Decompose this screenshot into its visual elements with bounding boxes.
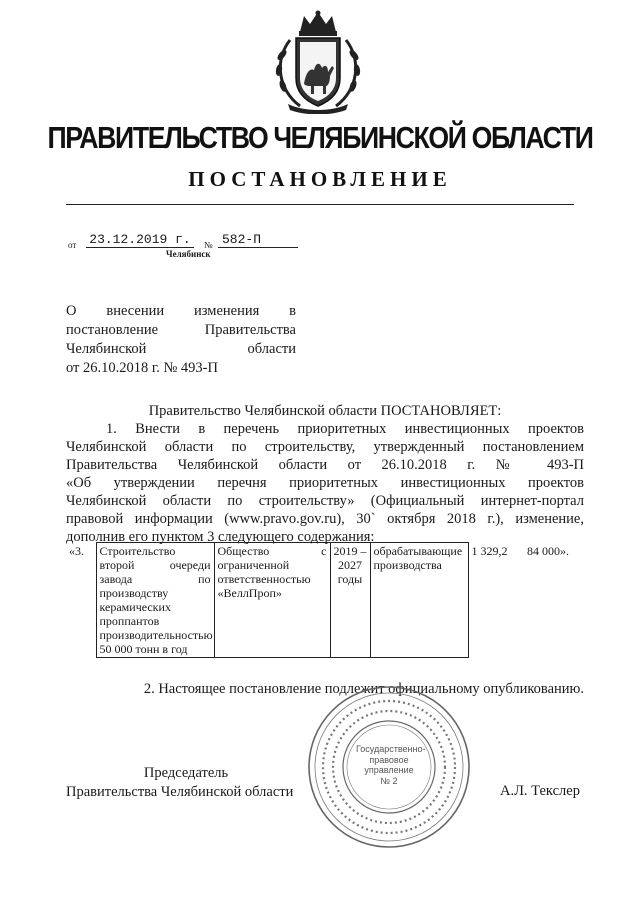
document-number: 582-П xyxy=(218,232,298,248)
number-prefix: № xyxy=(204,240,213,250)
city-label: Челябинск xyxy=(166,249,211,259)
document-date: 23.12.2019 г. xyxy=(86,232,194,248)
company-cell: Общество с ограниченной ответственностью «ВеллПроп» xyxy=(214,543,330,658)
signatory-position-line: Председатель xyxy=(143,765,229,781)
header-divider xyxy=(66,204,574,205)
paragraph-1-line: дополнив его пунктом 3 следующего содержания: xyxy=(66,529,375,545)
signatory-name: А.Л. Текслер xyxy=(500,783,580,799)
sector-cell: обрабатывающие производства xyxy=(370,543,468,658)
years-cell: 2019 – 2027 годы xyxy=(330,543,370,658)
subject-line: О внесении изменения в xyxy=(66,303,297,319)
paragraph-1-line: Челябинской области по строительству» (Официальный интернет-портал xyxy=(66,493,584,509)
document-type-heading: ПОСТАНОВЛЕНИЕ xyxy=(188,167,452,191)
project-cell: Строительство второй очереди завода по производству керамических проппантов производительностью 50 000 тонн в год xyxy=(96,543,214,658)
preamble: Правительство Челябинской области ПОСТАНОВЛЯЕТ: xyxy=(148,403,502,419)
paragraph-1-line: «Об утверждении перечня приоритетных инвестиционных проектов xyxy=(66,475,584,491)
signatory-position-line: Правительства Челябинской области xyxy=(66,784,294,800)
paragraph-1-line: правовой информации (www.pravo.gov.ru), 30` октября 2018 г.), изменение, xyxy=(66,511,584,527)
jobs-cell: 84 000». xyxy=(527,543,569,558)
stamp-inner-text: Государственно- правовое управление № 2 xyxy=(356,744,426,786)
paragraph-1-line: 1. Внести в перечень приоритетных инвестиционных проектов xyxy=(106,421,584,437)
table-row xyxy=(66,543,584,658)
investment-cell: 1 329,2 xyxy=(471,543,508,558)
amendment-table xyxy=(66,542,584,658)
subject-line: постановление Правительства xyxy=(66,322,296,338)
government-title: ПРАВИТЕЛЬСТВО ЧЕЛЯБИНСКОЙ ОБЛАСТИ xyxy=(47,120,593,155)
coat-of-arms-emblem xyxy=(270,10,366,114)
signatory-position xyxy=(66,764,306,802)
date-prefix: от xyxy=(68,240,77,250)
row-number-cell: «3. xyxy=(69,543,84,558)
paragraph-1-line: Челябинской области по строительству, утвержденный постановлением xyxy=(66,439,584,455)
document-body xyxy=(66,402,584,546)
subject-line: от 26.10.2018 г. № 493-П xyxy=(66,360,218,376)
subject-line: Челябинской области xyxy=(66,341,296,357)
paragraph-1-line: Правительства Челябинской области от 26.10.2018 г. № 493-П xyxy=(66,457,584,473)
paragraph-2: 2. Настоящее постановление подлежит официальному опубликованию. xyxy=(143,681,584,697)
document-subject xyxy=(66,302,296,378)
